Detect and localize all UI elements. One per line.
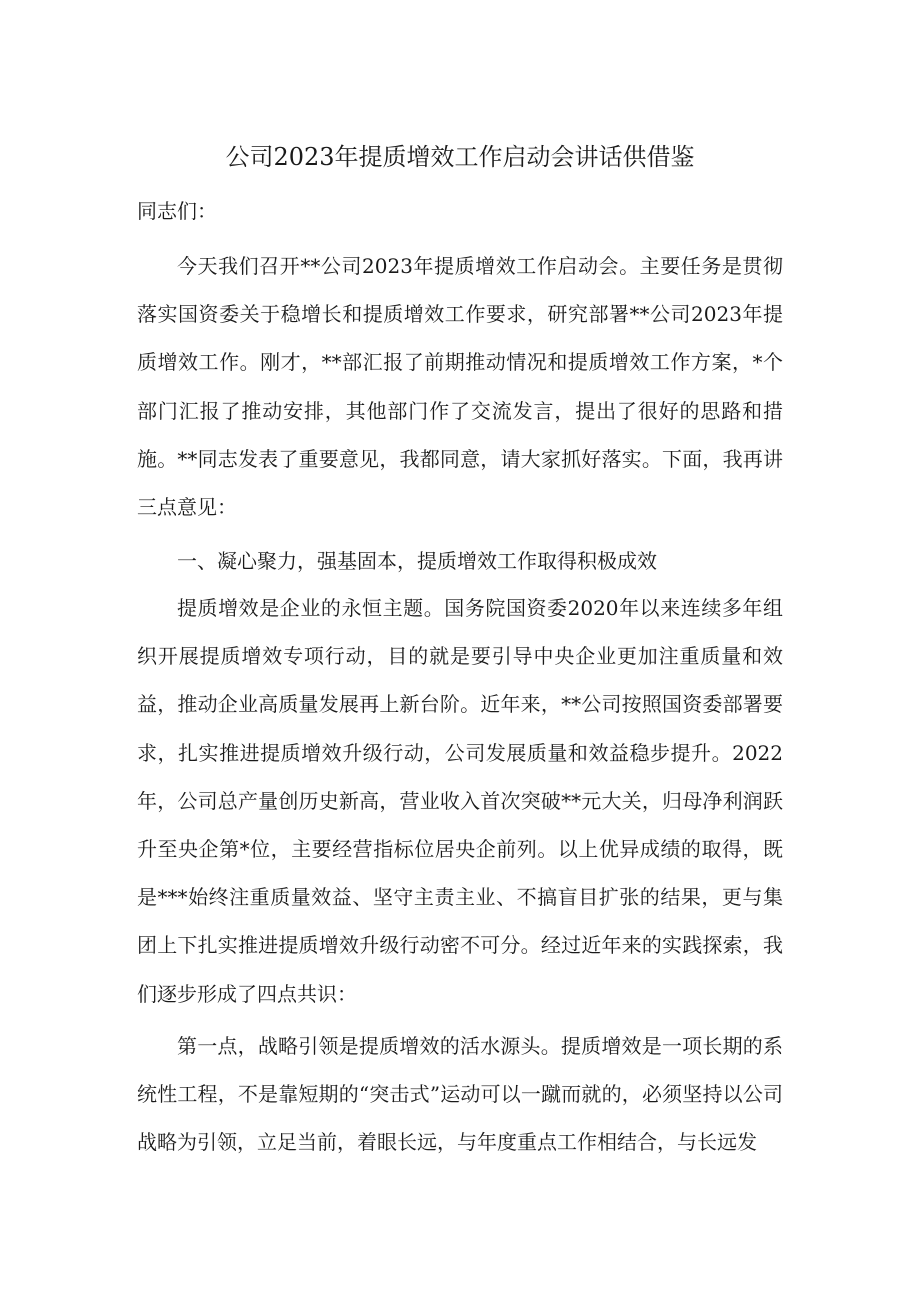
paragraph-opening: 今天我们召开**公司2023年提质增效工作启动会。主要任务是贯彻落实国资委关于稳增长和提质增效工作要求，研究部署**公司2023年提质增效工作。刚才，**部汇报了前期推动情况和提质增效工作方案，*个部门汇报了推动安排，其他部门作了交流发言，提出了很好的思路和措施。**同志发表了重要意见，我都同意，请大家抓好落实。下面，我再讲三点意见： <box>137 254 783 520</box>
salutation: 同志们： <box>137 199 217 223</box>
section-heading-1: 一、凝心聚力，强基固本，提质增效工作取得积极成效 <box>177 549 657 573</box>
paragraph-point-one: 第一点，战略引领是提质增效的活水源头。提质增效是一项长期的系统性工程，不是靠短期的“突击式”运动可以一蹴而就的，必须坚持以公司战略为引领，立足当前，着眼长远，与年度重点工作相结合，与长远发 <box>137 1034 783 1155</box>
document-title: 公司2023年提质增效工作启动会讲话供借鉴 <box>225 143 695 171</box>
paragraph-achievements: 提质增效是企业的永恒主题。国务院国资委2020年以来连续多年组织开展提质增效专项行动，目的就是要引导中央企业更加注重质量和效益，推动企业高质量发展再上新台阶。近年来，**公司按照国资委部署要求，扎实推进提质增效升级行动，公司发展质量和效益稳步提升。2022年，公司总产量创历史新高，营业收入首次突破**元大关，归母净利润跃升至央企第*位，主要经营指标位居央企前列。以上优异成绩的取得，既是***始终注重质量效益、坚守主责主业、不搞盲目扩张的结果，更与集团上下扎实推进提质增效升级行动密不可分。经过近年来的实践探索，我们逐步形成了四点共识： <box>137 596 783 1006</box>
